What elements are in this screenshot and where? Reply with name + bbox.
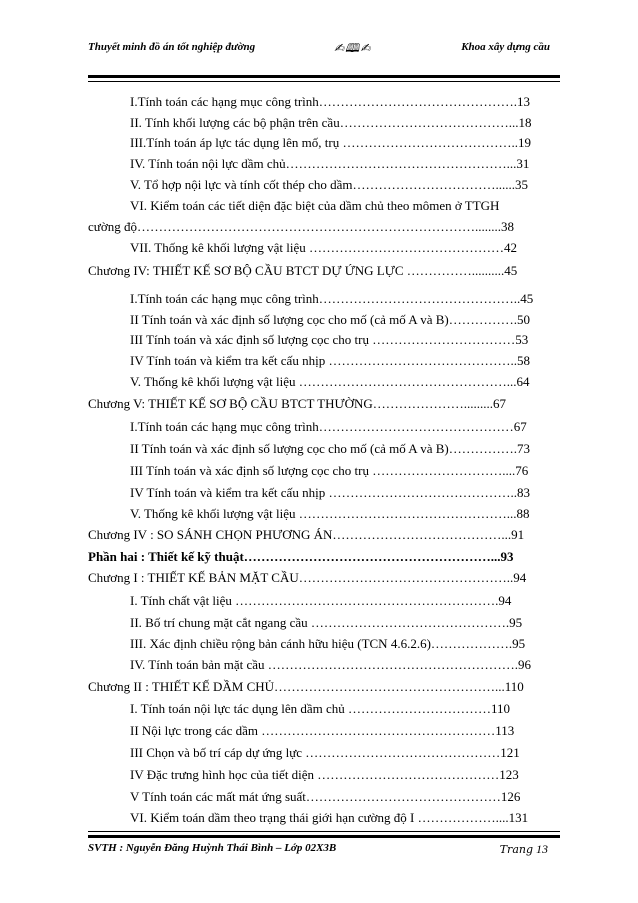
toc-entry[interactable]: I.Tính toán các hạng mục công trình………………………………………67 bbox=[130, 419, 527, 434]
header-right-text: Khoa xây dựng cầu bbox=[461, 41, 550, 53]
toc-entry[interactable]: IV Tính toán và kiểm tra kết cấu nhịp ……………………………………..58 bbox=[130, 353, 530, 368]
toc-chapter[interactable]: Chương I : THIẾT KẾ BẢN MẶT CẦU…………………………………………..94 bbox=[88, 570, 527, 585]
header-rule bbox=[88, 75, 560, 82]
page-header bbox=[88, 40, 550, 74]
toc-entry[interactable]: II Tính toán và xác định số lượng cọc cho mố (cả mố A và B)…………….73 bbox=[130, 441, 530, 456]
toc-entry[interactable]: V Tính toán các mất mát ứng suất………………………………………126 bbox=[130, 789, 521, 804]
toc-entry[interactable]: VI. Kiểm toán dầm theo trạng thái giới hạn cường độ I ………………....131 bbox=[130, 810, 529, 825]
toc-entry[interactable]: VI. Kiểm toán các tiết diện đặc biệt của dầm chủ theo mômen ở TTGH bbox=[130, 198, 500, 213]
page-number-block bbox=[500, 842, 548, 857]
toc-entry[interactable]: II. Bố trí chung mặt cắt ngang cầu ……………………………………….95 bbox=[130, 615, 523, 630]
page-number: 13 bbox=[536, 842, 548, 856]
footer-rule bbox=[88, 831, 560, 838]
toc-entry[interactable]: IV. Tính toán nội lực dầm chủ……………………………………………...31 bbox=[130, 156, 530, 171]
page-label: Trang bbox=[499, 843, 533, 856]
toc-part[interactable]: Phần hai : Thiết kế kỹ thuật…………………………………………………...93 bbox=[88, 549, 514, 564]
toc-chapter[interactable]: Chương II : THIẾT KẾ DẦM CHỦ……………………………………………...110 bbox=[88, 679, 524, 694]
toc-entry[interactable]: IV. Tính toán bản mặt cầu ………………………………………………….96 bbox=[130, 657, 532, 672]
toc-entry[interactable]: IV Đặc trưng hình học của tiết diện ……………………………………123 bbox=[130, 767, 519, 782]
toc-entry[interactable]: II Tính toán và xác định số lượng cọc cho mố (cả mố A và B)…………….50 bbox=[130, 312, 530, 327]
toc-entry[interactable]: VII. Thống kê khối lượng vật liệu ………………………………………42 bbox=[130, 240, 518, 255]
toc-entry[interactable]: II Nội lực trong các dầm ………………………………………………113 bbox=[130, 723, 515, 738]
header-left-text: Thuyết minh đồ án tốt nghiệp đường bbox=[88, 41, 256, 53]
toc-entry[interactable]: III.Tính toán áp lực tác dụng lên mố, trụ …………………………………..19 bbox=[130, 135, 531, 150]
toc-entry[interactable]: I.Tính toán các hạng mục công trình……………………………………….13 bbox=[130, 94, 531, 109]
toc-entry[interactable]: V. Thống kê khối lượng vật liệu …………………………………………...88 bbox=[130, 506, 530, 521]
toc-chapter[interactable]: Chương IV: THIẾT KẾ SƠ BỘ CẦU BTCT DỰ ỨNG LỰC ……………..........45 bbox=[88, 263, 518, 278]
toc-chapter[interactable]: Chương V: THIẾT KẾ SƠ BỘ CẦU BTCT THƯỜNG………………….........67 bbox=[88, 396, 506, 411]
toc-chapter[interactable]: Chương IV : SO SÁNH CHỌN PHƯƠNG ÁN…………………………………...91 bbox=[88, 527, 525, 542]
header-ornament-icon: ✍︎🕮✍︎ bbox=[334, 41, 372, 55]
toc-entry[interactable]: I. Tính toán nội lực tác dụng lên dầm chủ ……………………………110 bbox=[130, 701, 511, 716]
toc-entry[interactable]: III Tính toán và xác định số lượng cọc cho trụ ……………………………53 bbox=[130, 332, 529, 347]
toc-entry[interactable]: V. Tổ hợp nội lực và tính cốt thép cho dầm……………………………......35 bbox=[130, 177, 528, 192]
toc-entry[interactable]: I.Tính toán các hạng mục công trình………………………………………..45 bbox=[130, 291, 534, 306]
footer-author: SVTH : Nguyễn Đăng Huỳnh Thái Bình – Lớp 02X3B bbox=[88, 842, 337, 854]
toc-entry[interactable]: II. Tính khối lượng các bộ phận trên cầu…………………………………...18 bbox=[130, 115, 532, 130]
toc-entry[interactable]: I. Tính chất vật liệu …………………………………………………….94 bbox=[130, 593, 512, 608]
toc-entry[interactable]: III Tính toán và xác định số lượng cọc cho trụ …………………………....76 bbox=[130, 463, 529, 478]
toc-entry[interactable]: III. Xác định chiều rộng bản cánh hữu hiệu (TCN 4.6.2.6)……………….95 bbox=[130, 636, 526, 651]
toc-entry[interactable]: III Chọn và bố trí cáp dự ứng lực ………………………………………121 bbox=[130, 745, 520, 760]
toc-entry[interactable]: IV Tính toán và kiểm tra kết cấu nhịp ……………………………………..83 bbox=[130, 485, 530, 500]
toc-entry-continuation[interactable]: cường độ……………………………………………………………………........38 bbox=[88, 219, 514, 234]
toc-entry[interactable]: V. Thống kê khối lượng vật liệu …………………………………………...64 bbox=[130, 374, 530, 389]
